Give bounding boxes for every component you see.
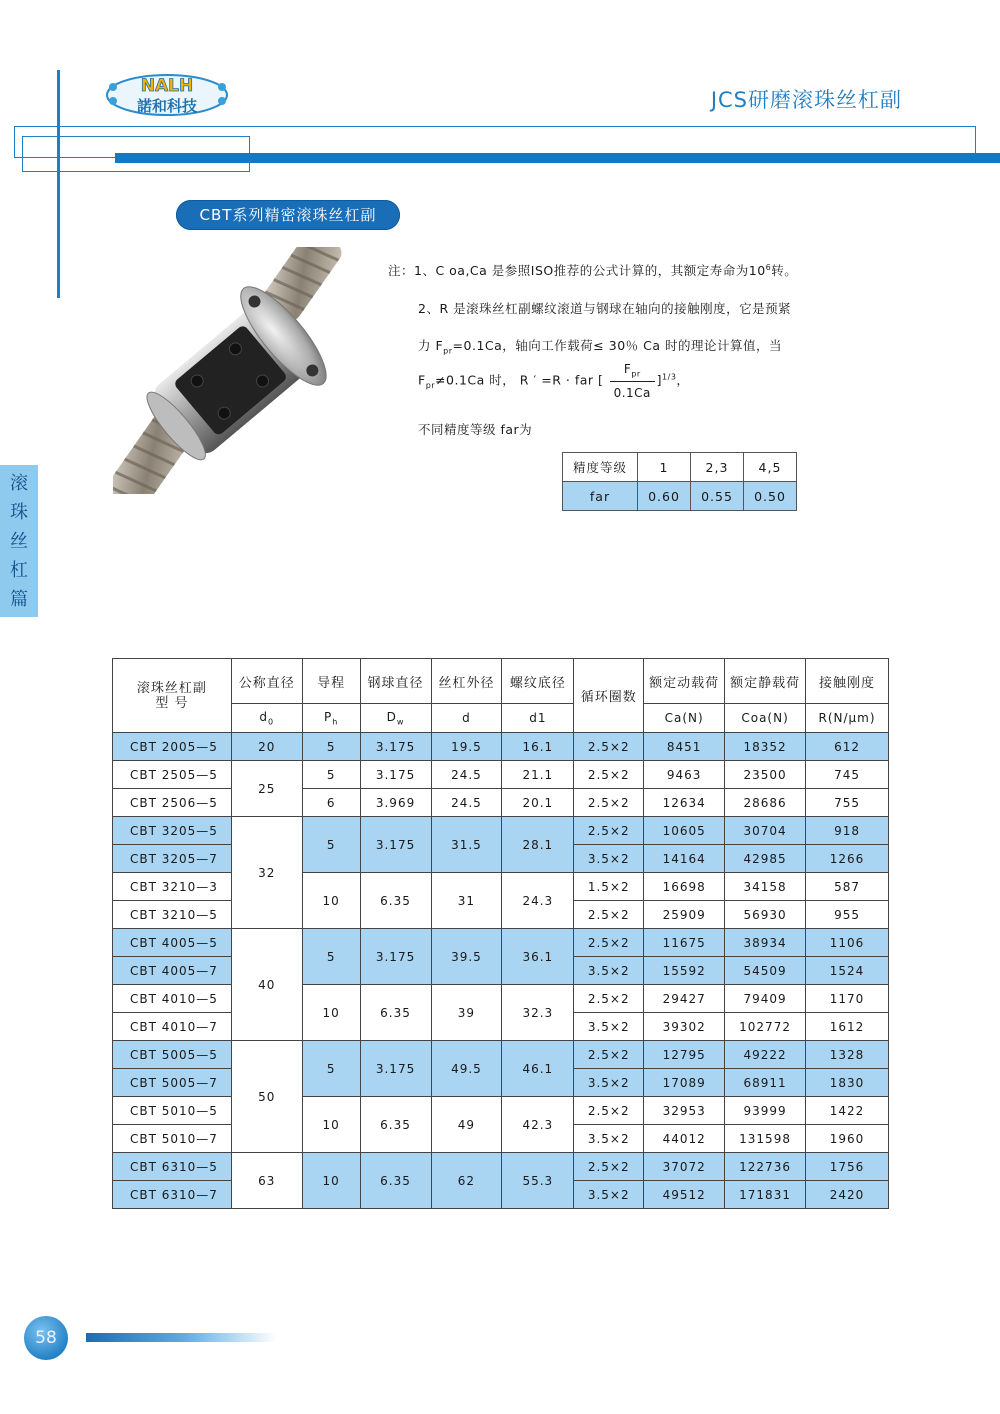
series-title-pill: CBT系列精密滚珠丝杠副 (176, 200, 400, 230)
cell-model: CBT 6310—5 (113, 1153, 232, 1181)
cell-static-load: 79409 (725, 985, 806, 1013)
cell-dyn-load: 37072 (644, 1153, 725, 1181)
cell-dyn-load: 12634 (644, 789, 725, 817)
cell-lead: 5 (302, 1041, 360, 1097)
table-row (113, 817, 889, 845)
unit-subscript: w (396, 717, 405, 727)
cell-circuits: 2.5×2 (574, 789, 644, 817)
table-row (113, 789, 889, 817)
note-superscript: 1/3 (662, 372, 677, 382)
cell-root-dia: 20.1 (502, 789, 574, 817)
cell-root-dia: 32.3 (502, 985, 574, 1041)
table-row (113, 1153, 889, 1181)
cell-dyn-load: 25909 (644, 901, 725, 929)
note-line-2: 2、R 是滚珠丝杠副螺纹滚道与钢球在轴向的接触刚度，它是预紧 (418, 301, 792, 316)
fraction-denominator: 0.1Ca (613, 386, 651, 401)
cell-dyn-load: 39302 (644, 1013, 725, 1041)
cell-ball-dia: 3.175 (360, 733, 431, 761)
logo-text-bottom: 諾和科技 (136, 97, 198, 115)
cell-static-load: 93999 (725, 1097, 806, 1125)
unit-r: R(N/μm) (806, 704, 889, 733)
far-table (562, 452, 797, 511)
cell-root-dia: 28.1 (502, 817, 574, 873)
table-row (113, 985, 889, 1013)
cell-nominal-dia: 63 (231, 1153, 302, 1209)
cell-model: CBT 4010—7 (113, 1013, 232, 1041)
note-line-3 (418, 336, 782, 356)
logo-text-top: NALH (140, 76, 194, 96)
document-title: JCS研磨滚珠丝杠副 (710, 88, 902, 112)
cell-ball-dia: 3.969 (360, 789, 431, 817)
cell-nominal-dia: 50 (231, 1041, 302, 1153)
cell-outer-dia: 49.5 (431, 1041, 502, 1097)
cell-stiffness: 1106 (806, 929, 889, 957)
cell-model: CBT 4005—7 (113, 957, 232, 985)
cell-lead: 5 (302, 929, 360, 985)
cell-circuits: 3.5×2 (574, 957, 644, 985)
far-table-row (563, 482, 797, 511)
header-accent-bar (115, 153, 1000, 163)
cell-stiffness: 745 (806, 761, 889, 789)
page-number: 58 (24, 1316, 68, 1360)
cell-stiffness: 1756 (806, 1153, 889, 1181)
cell-ball-dia: 6.35 (360, 1097, 431, 1153)
note-text: ≠0.1Ca 时， R ′ =R · far [ (435, 372, 604, 388)
note-superscript: 6 (765, 262, 772, 272)
header-static-load: 额定静载荷 (725, 659, 806, 704)
formula-fraction (610, 362, 655, 400)
cell-model: CBT 4010—5 (113, 985, 232, 1013)
cell-nominal-dia: 40 (231, 929, 302, 1041)
cell-outer-dia: 31 (431, 873, 502, 929)
cell-dyn-load: 9463 (644, 761, 725, 789)
cell-stiffness: 755 (806, 789, 889, 817)
cell-stiffness: 1960 (806, 1125, 889, 1153)
far-cell: 0.50 (744, 482, 797, 511)
header-ball-dia: 钢球直径 (360, 659, 431, 704)
far-cell: 1 (638, 453, 691, 482)
cell-circuits: 2.5×2 (574, 1041, 644, 1069)
far-cell: 0.55 (691, 482, 744, 511)
cell-ball-dia: 6.35 (360, 1153, 431, 1209)
cell-dyn-load: 32953 (644, 1097, 725, 1125)
cell-circuits: 3.5×2 (574, 1181, 644, 1209)
cell-lead: 5 (302, 817, 360, 873)
cell-model: CBT 3205—7 (113, 845, 232, 873)
cell-dyn-load: 44012 (644, 1125, 725, 1153)
table-row (113, 929, 889, 957)
unit-subscript: h (332, 717, 339, 727)
cell-static-load: 49222 (725, 1041, 806, 1069)
cell-static-load: 54509 (725, 957, 806, 985)
spec-table-body (113, 733, 889, 1209)
cell-circuits: 2.5×2 (574, 929, 644, 957)
cell-stiffness: 1422 (806, 1097, 889, 1125)
unit-dw (360, 704, 431, 733)
header-vertical-rule (57, 70, 60, 298)
cell-model: CBT 2506—5 (113, 789, 232, 817)
cell-ball-dia: 6.35 (360, 873, 431, 929)
note-subscript: pr (443, 346, 453, 356)
cell-static-load: 28686 (725, 789, 806, 817)
cell-dyn-load: 8451 (644, 733, 725, 761)
cell-outer-dia: 62 (431, 1153, 502, 1209)
note-text: 注：1、C oa,Ca 是参照ISO推荐的公式计算的，其额定寿命为10 (388, 263, 766, 278)
cell-stiffness: 1524 (806, 957, 889, 985)
cell-ball-dia: 3.175 (360, 761, 431, 789)
side-chapter-tab (0, 465, 38, 617)
cell-model: CBT 4005—5 (113, 929, 232, 957)
cell-static-load: 131598 (725, 1125, 806, 1153)
cell-circuits: 3.5×2 (574, 1125, 644, 1153)
cell-root-dia: 42.3 (502, 1097, 574, 1153)
note-text: 转。 (771, 263, 798, 278)
cell-lead: 5 (302, 733, 360, 761)
cell-root-dia: 21.1 (502, 761, 574, 789)
cell-lead: 10 (302, 1153, 360, 1209)
cell-outer-dia: 24.5 (431, 761, 502, 789)
unit-d1: d1 (502, 704, 574, 733)
cell-model: CBT 2505—5 (113, 761, 232, 789)
header-outer-dia: 丝杠外径 (431, 659, 502, 704)
table-row (113, 761, 889, 789)
cell-stiffness: 2420 (806, 1181, 889, 1209)
cell-stiffness: 955 (806, 901, 889, 929)
cell-circuits: 2.5×2 (574, 901, 644, 929)
cell-circuits: 2.5×2 (574, 985, 644, 1013)
cell-model: CBT 5010—7 (113, 1125, 232, 1153)
note-text: F (418, 372, 426, 388)
header-circuits: 循环圈数 (574, 659, 644, 733)
unit-coa: Coa(N) (725, 704, 806, 733)
cell-nominal-dia: 20 (231, 733, 302, 761)
cell-ball-dia: 3.175 (360, 817, 431, 873)
cell-model: CBT 2005—5 (113, 733, 232, 761)
table-row (113, 1041, 889, 1069)
table-header-row (113, 659, 889, 704)
cell-circuits: 3.5×2 (574, 1069, 644, 1097)
header-stiffness: 接触刚度 (806, 659, 889, 704)
note-text: 力 F (418, 338, 444, 353)
header-text: 型 号 (155, 695, 189, 711)
cell-circuits: 2.5×2 (574, 1097, 644, 1125)
header-dyn-load: 额定动载荷 (644, 659, 725, 704)
side-tab-char: 篇 (10, 588, 28, 610)
cell-dyn-load: 16698 (644, 873, 725, 901)
cell-lead: 6 (302, 789, 360, 817)
cell-outer-dia: 24.5 (431, 789, 502, 817)
header-nominal-dia: 公称直径 (231, 659, 302, 704)
cell-model: CBT 5005—5 (113, 1041, 232, 1069)
header-root-dia: 螺纹底径 (502, 659, 574, 704)
far-table-row (563, 453, 797, 482)
cell-circuits: 1.5×2 (574, 873, 644, 901)
far-cell: 0.60 (638, 482, 691, 511)
note-text: F (623, 362, 632, 376)
side-tab-char: 滚 (10, 472, 28, 494)
table-row (113, 1097, 889, 1125)
spec-table (112, 658, 889, 1209)
cell-circuits: 3.5×2 (574, 1013, 644, 1041)
unit-d0 (231, 704, 302, 733)
cell-static-load: 102772 (725, 1013, 806, 1041)
cell-static-load: 42985 (725, 845, 806, 873)
cell-root-dia: 55.3 (502, 1153, 574, 1209)
cell-ball-dia: 3.175 (360, 929, 431, 985)
cell-stiffness: 1266 (806, 845, 889, 873)
unit-ca: Ca(N) (644, 704, 725, 733)
cell-outer-dia: 39 (431, 985, 502, 1041)
cell-static-load: 34158 (725, 873, 806, 901)
cell-root-dia: 36.1 (502, 929, 574, 985)
note-line-4 (418, 362, 689, 400)
cell-circuits: 2.5×2 (574, 761, 644, 789)
cell-static-load: 171831 (725, 1181, 806, 1209)
footer-accent-bar (86, 1333, 276, 1342)
cell-stiffness: 918 (806, 817, 889, 845)
cell-static-load: 56930 (725, 901, 806, 929)
cell-outer-dia: 49 (431, 1097, 502, 1153)
header-lead: 导程 (302, 659, 360, 704)
header-text: 滚珠丝杠副 (136, 680, 207, 696)
far-cell: 2,3 (691, 453, 744, 482)
cell-model: CBT 5005—7 (113, 1069, 232, 1097)
cell-ball-dia: 6.35 (360, 985, 431, 1041)
cell-lead: 10 (302, 1097, 360, 1153)
cell-lead: 10 (302, 873, 360, 929)
cell-outer-dia: 39.5 (431, 929, 502, 985)
cell-dyn-load: 17089 (644, 1069, 725, 1097)
cell-dyn-load: 15592 (644, 957, 725, 985)
cell-model: CBT 6310—7 (113, 1181, 232, 1209)
cell-static-load: 122736 (725, 1153, 806, 1181)
cell-stiffness: 1170 (806, 985, 889, 1013)
cell-ball-dia: 3.175 (360, 1041, 431, 1097)
unit-text: P (323, 709, 333, 724)
ball-screw-photo (113, 247, 345, 494)
cell-lead: 10 (302, 985, 360, 1041)
note-subscript: pr (425, 381, 436, 391)
cell-stiffness: 1612 (806, 1013, 889, 1041)
cell-static-load: 30704 (725, 817, 806, 845)
cell-static-load: 68911 (725, 1069, 806, 1097)
cell-root-dia: 46.1 (502, 1041, 574, 1097)
cell-outer-dia: 19.5 (431, 733, 502, 761)
header-model (113, 659, 232, 733)
cell-circuits: 2.5×2 (574, 733, 644, 761)
cell-model: CBT 3210—3 (113, 873, 232, 901)
unit-d: d (431, 704, 502, 733)
note-subscript: pr (631, 369, 641, 379)
cell-model: CBT 3210—5 (113, 901, 232, 929)
note-text: ， (676, 372, 690, 388)
note-text: =0.1Ca，轴向工作载荷≤ 30％ Ca 时的理论计算值，当 (452, 338, 782, 353)
unit-text: D (386, 709, 397, 724)
unit-text: d (259, 709, 269, 724)
cell-stiffness: 587 (806, 873, 889, 901)
cell-dyn-load: 11675 (644, 929, 725, 957)
cell-dyn-load: 29427 (644, 985, 725, 1013)
note-line-1 (388, 261, 797, 279)
cell-circuits: 3.5×2 (574, 845, 644, 873)
cell-dyn-load: 49512 (644, 1181, 725, 1209)
cell-static-load: 23500 (725, 761, 806, 789)
note-line-5: 不同精度等级 far为 (418, 422, 533, 437)
cell-model: CBT 3205—5 (113, 817, 232, 845)
cell-circuits: 2.5×2 (574, 817, 644, 845)
cell-dyn-load: 14164 (644, 845, 725, 873)
note-text: ] (656, 372, 663, 388)
far-cell: 4,5 (744, 453, 797, 482)
cell-stiffness: 612 (806, 733, 889, 761)
cell-static-load: 18352 (725, 733, 806, 761)
cell-stiffness: 1328 (806, 1041, 889, 1069)
table-row (113, 873, 889, 901)
cell-nominal-dia: 32 (231, 817, 302, 929)
side-tab-char: 珠 (10, 501, 28, 523)
far-cell: 精度等级 (563, 453, 638, 482)
table-row (113, 733, 889, 761)
cell-circuits: 2.5×2 (574, 1153, 644, 1181)
unit-subscript: 0 (268, 717, 275, 727)
cell-root-dia: 16.1 (502, 733, 574, 761)
side-tab-char: 杠 (10, 559, 28, 581)
company-logo (105, 73, 230, 117)
cell-dyn-load: 12795 (644, 1041, 725, 1069)
unit-ph (302, 704, 360, 733)
cell-outer-dia: 31.5 (431, 817, 502, 873)
cell-dyn-load: 10605 (644, 817, 725, 845)
cell-model: CBT 5010—5 (113, 1097, 232, 1125)
cell-root-dia: 24.3 (502, 873, 574, 929)
cell-nominal-dia: 25 (231, 761, 302, 817)
cell-stiffness: 1830 (806, 1069, 889, 1097)
cell-lead: 5 (302, 761, 360, 789)
side-tab-char: 丝 (10, 530, 28, 552)
far-cell: far (563, 482, 638, 511)
fraction-numerator (610, 362, 655, 382)
cell-static-load: 38934 (725, 929, 806, 957)
